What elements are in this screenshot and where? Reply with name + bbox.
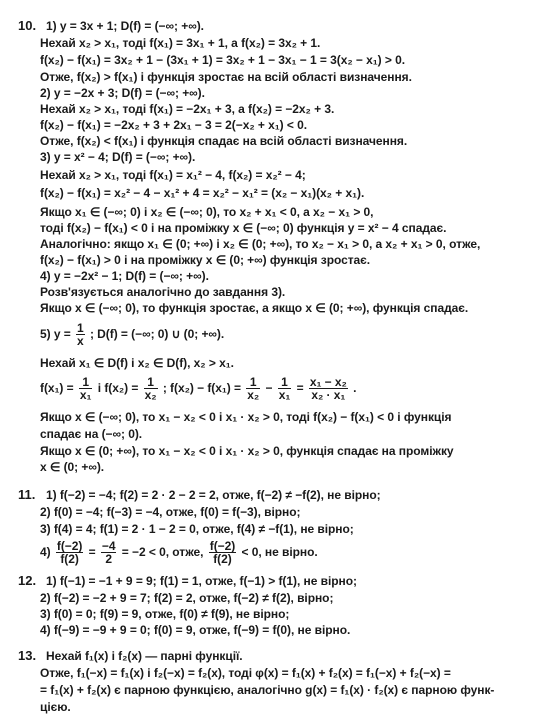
p10-line-19-fraction bbox=[76, 322, 85, 347]
fraction-difference bbox=[309, 376, 348, 401]
p10-line-14: Аналогічно: якщо x₁ ∈ (0; +∞) і x₂ ∈ (0; +∞), то x₂ − x₁ > 0, а x₂ + x₁ > 0, отже, bbox=[40, 237, 481, 251]
p13-line-3: = f₁(x) + f₂(x) є парною функцією, аналогічно g(x) = f₁(x) · f₂(x) є парною функ- bbox=[40, 683, 495, 697]
period: . bbox=[353, 381, 357, 395]
fraction-numerator: f(−2) bbox=[209, 539, 236, 554]
fraction-f-minus2-over-f2-b bbox=[209, 540, 236, 565]
p10-line-1: 1) y = 3x + 1; D(f) = (−∞; +∞). bbox=[46, 19, 204, 33]
minus-sign: − bbox=[265, 381, 273, 395]
p13-line-4: цією. bbox=[40, 700, 71, 714]
p10-line-25: x ∈ (0; +∞). bbox=[40, 460, 105, 474]
p10-line-7: f(x₂) − f(x₁) = −2x₂ + 3 + 2x₁ − 3 = 2(−x₂ + x₁) < 0. bbox=[40, 118, 308, 132]
p11-line-4-mid: = −2 < 0, отже, bbox=[121, 545, 204, 559]
fraction-numerator: f(−2) bbox=[56, 539, 83, 554]
fraction-numerator: 1 bbox=[77, 321, 84, 336]
p10-line-13: тоді f(x₂) − f(x₁) < 0 і на проміжку x ∈ (−∞; 0) функція y = x² − 4 спадає. bbox=[40, 221, 447, 235]
fraction-denominator: f(2) bbox=[213, 552, 232, 567]
p10-line-21 bbox=[40, 374, 356, 402]
p10-line-8: Отже, f(x₂) < f(x₁) і функція спадає на всій області визначення. bbox=[40, 134, 408, 148]
fraction-denominator: x bbox=[77, 334, 84, 349]
p10-line-23: спадає на (−∞; 0). bbox=[40, 427, 143, 441]
p10-line-21-c: ; f(x₂) − f(x₁) = bbox=[162, 381, 241, 395]
fraction-1-over-x1-b bbox=[278, 376, 292, 401]
p10-line-4: Отже, f(x₂) > f(x₁) і функція зростає на всій області визначення. bbox=[40, 70, 412, 84]
p10-line-17: Розв'язується аналогічно до завдання 3). bbox=[40, 285, 286, 299]
p10-line-24: Якщо x ∈ (0; +∞), то x₁ − x₂ < 0 і x₁ · x₂ > 0, функція спадає на проміжку bbox=[40, 444, 454, 458]
fraction-numerator: −4 bbox=[101, 539, 116, 554]
fraction-denominator: 2 bbox=[105, 552, 112, 567]
p10-line-15: f(x₂) − f(x₁) > 0 і на проміжку x ∈ (0; +∞) функція зростає. bbox=[40, 253, 371, 267]
p10-line-20: Нехай x₁ ∈ D(f) і x₂ ∈ D(f), x₂ > x₁. bbox=[40, 356, 234, 370]
fraction-denominator: x₂ · x₁ bbox=[311, 388, 346, 403]
fraction-minus4-over-2 bbox=[101, 540, 117, 565]
p10-line-16: 4) y = −2x² − 1; D(f) = (−∞; +∞). bbox=[40, 269, 209, 283]
p11-line-4-pre: 4) bbox=[40, 545, 51, 559]
p10-line-5: 2) y = −2x + 3; D(f) = (−∞; +∞). bbox=[40, 86, 205, 100]
p10-line-18: Якщо x ∈ (−∞; 0), то функція зростає, а якщо x ∈ (0; +∞), функція спадає. bbox=[40, 301, 469, 315]
p12-line-3: 3) f(0) = 0; f(9) = 9, отже, f(0) ≠ f(9), не вірно; bbox=[40, 607, 290, 621]
p12-line-4: 4) f(−9) = −9 + 9 = 0; f(0) = 9, отже, f(−9) = f(0), не вірно. bbox=[40, 623, 351, 637]
p10-line-2: Нехай x₂ > x₁, тоді f(x₁) = 3x₁ + 1, а f(x₂) = 3x₂ + 1. bbox=[40, 36, 321, 50]
p10-line-22: Якщо x ∈ (−∞; 0), то x₁ − x₂ < 0 і x₁ · x₂ > 0, тоді f(x₂) − f(x₁) < 0 і функція bbox=[40, 410, 452, 424]
p11-line-4 bbox=[40, 537, 318, 567]
fraction-denominator: x₁ bbox=[79, 388, 92, 403]
fraction-denominator: x₁ bbox=[278, 388, 291, 403]
fraction-numerator: 1 bbox=[79, 376, 93, 389]
p10-line-10: Нехай x₂ > x₁, тоді f(x₁) = x₁² − 4, f(x₂) = x₂² − 4; bbox=[40, 168, 306, 182]
problem-number-11: 11. bbox=[18, 487, 36, 502]
p10-line-3: f(x₂) − f(x₁) = 3x₂ + 1 − (3x₁ + 1) = 3x₂ + 1 − 3x₁ − 1 = 3(x₂ − x₁) > 0. bbox=[40, 53, 406, 67]
fraction-numerator: 1 bbox=[246, 376, 260, 389]
fraction-denominator: x₂ bbox=[247, 388, 260, 403]
p10-line-19-pre: 5) y = bbox=[40, 327, 71, 341]
p11-line-3: 3) f(4) = 4; f(1) = 2 · 1 − 2 = 0, отже, f(4) ≠ −f(1), не вірно; bbox=[40, 522, 354, 536]
p11-line-4-post: < 0, не вірно. bbox=[241, 545, 318, 559]
p11-line-2: 2) f(0) = −4; f(−3) = −4, отже, f(0) = f(−3), вірно; bbox=[40, 505, 301, 519]
p10-line-21-d: = bbox=[296, 381, 304, 395]
fraction-1-over-x2 bbox=[144, 376, 158, 401]
p12-line-2: 2) f(−2) = −2 + 9 = 7; f(2) = 2, отже, f(−2) ≠ f(2), вірно; bbox=[40, 591, 334, 605]
fraction-numerator: 1 bbox=[278, 376, 292, 389]
p10-line-12: Якщо x₁ ∈ (−∞; 0) і x₂ ∈ (−∞; 0), то x₂ + x₁ < 0, а x₂ − x₁ > 0, bbox=[40, 205, 374, 219]
p11-line-1: 1) f(−2) = −4; f(2) = 2 · 2 − 2 = 2, отже, f(−2) ≠ −f(2), не вірно; bbox=[46, 488, 381, 502]
problem-number-13: 13. bbox=[18, 648, 37, 663]
p10-line-19-post: ; D(f) = (−∞; 0) ∪ (0; +∞). bbox=[89, 327, 225, 341]
problem-number-12: 12. bbox=[18, 573, 37, 588]
fraction-1-over-x1 bbox=[79, 376, 93, 401]
p10-line-11: f(x₂) − f(x₁) = x₂² − 4 − x₁² + 4 = x₂² − x₁² = (x₂ − x₁)(x₂ + x₁). bbox=[40, 186, 365, 200]
p13-line-1: Нехай f₁(x) і f₂(x) — парні функції. bbox=[46, 649, 243, 663]
fraction-denominator: x₂ bbox=[144, 388, 157, 403]
p10-line-9: 3) y = x² − 4; D(f) = (−∞; +∞). bbox=[40, 150, 196, 164]
p10-line-6: Нехай x₂ > x₁, тоді f(x₁) = −2x₁ + 3, а f(x₂) = −2x₂ + 3. bbox=[40, 102, 335, 116]
p13-line-2: Отже, f₁(−x) = f₁(x) і f₂(−x) = f₂(x), тоді φ(x) = f₁(x) + f₂(x) = f₁(−x) + f₂(−x) = bbox=[40, 666, 451, 680]
fraction-numerator: 1 bbox=[144, 376, 158, 389]
p10-line-19 bbox=[40, 320, 224, 348]
p10-line-21-b: і f(x₂) = bbox=[97, 381, 139, 395]
equals-sign: = bbox=[88, 545, 96, 559]
fraction-denominator: f(2) bbox=[60, 552, 79, 567]
p10-line-21-a: f(x₁) = bbox=[40, 381, 74, 395]
fraction-1-over-x2-b bbox=[246, 376, 260, 401]
p12-line-1: 1) f(−1) = −1 + 9 = 9; f(1) = 1, отже, f(−1) > f(1), не вірно; bbox=[46, 574, 357, 588]
fraction-f-minus2-over-f2 bbox=[56, 540, 83, 565]
problem-number-10: 10. bbox=[18, 18, 37, 33]
fraction-numerator: x₁ − x₂ bbox=[309, 375, 347, 390]
